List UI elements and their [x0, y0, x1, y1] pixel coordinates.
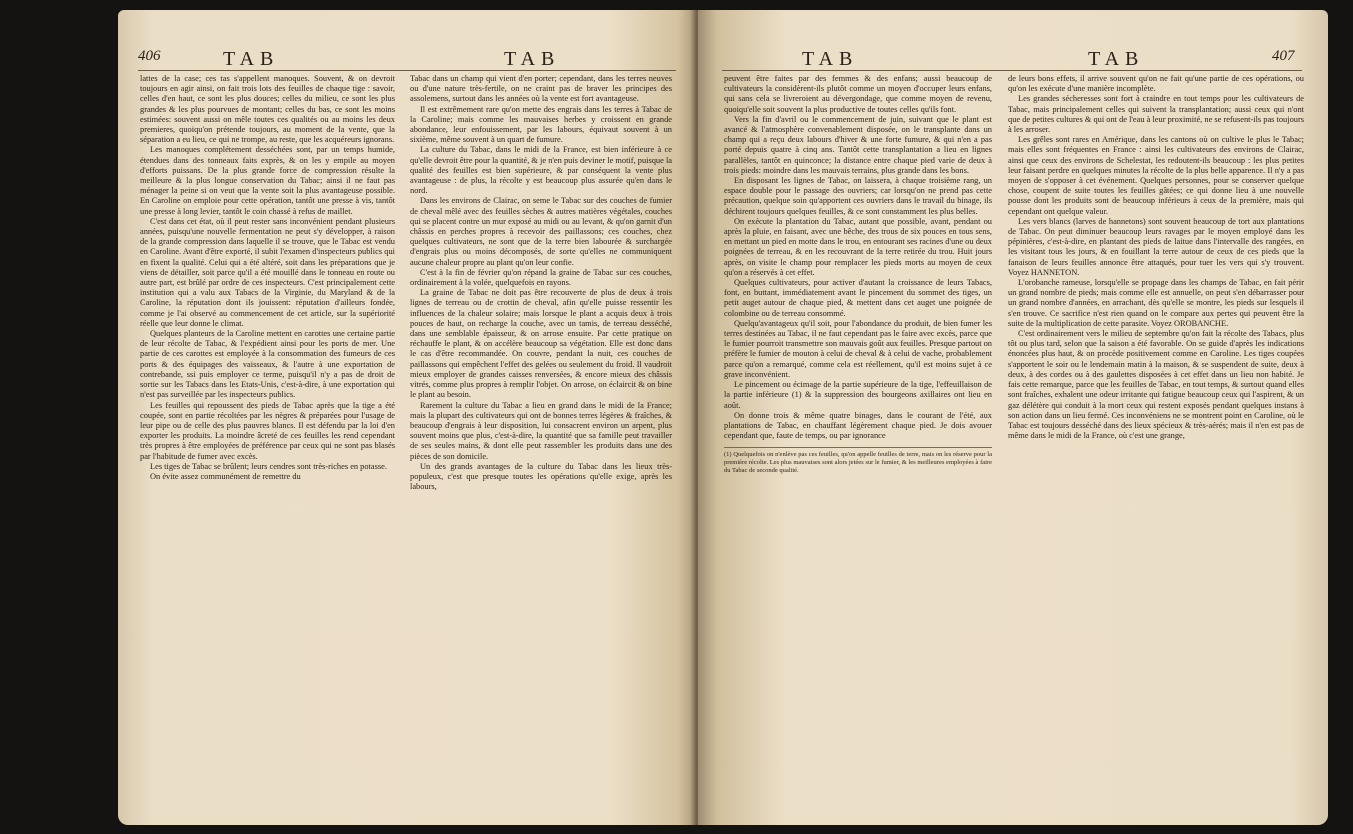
- paragraph: peuvent être faites par des femmes & des enfans; aussi beaucoup de cultivateurs la considèrent-ils plutôt comme un moyen d'occuper leurs enfans, qui sans cela se livreroient au dévergondage, que comme moyen de revenu, quoiqu'elle soit souvent la plus productive de toutes celles qu'ils font.: [724, 74, 992, 114]
- paragraph: L'orobanche rameuse, lorsqu'elle se propage dans les champs de Tabac, en fait périr un grand nombre de pieds; mais comme elle est annuelle, on peut s'en débarrasser pour un grand nombre d'années, en arrachant, dès qu'elle se montre, les pieds sur lesquels il s'en trouve. Ce sacrifice n'est rien quand on le compare aux pertes qui peuvent être la suite de la multiplication de cette parasite. Voyez OROBANCHE.: [1008, 278, 1304, 328]
- header-rule: [138, 70, 676, 71]
- text-column-left: [140, 74, 395, 482]
- paragraph: On exécute la plantation du Tabac, autant que possible, avant, pendant ou après la pluie, en faisant, avec une bêche, des trous de six pouces en tous sens, en mettant un pied en motte dans le trou, en entourant ses racines d'une ou deux poignées de terreau, & en les recouvrant de la terre retirée du trou. Huit jours après, on visite le champ pour remplacer les pieds morts au moyen de ceux qu'on a réservés à cet effet.: [724, 216, 992, 277]
- text-column-left: [724, 74, 992, 474]
- running-head: TAB: [504, 48, 561, 70]
- paragraph: Quelques planteurs de la Caroline mettent en carottes une certaine partie de leur récolte de Tabac, & l'expédient ainsi pour les ports de mer. Une partie de ces carottes est employée à la consommation des fumeurs de ces ports & des équipages des vaisseaux, & l'autre à une exportation de contrebande, ssi puis employer ce terme, puisqu'il n'y a pas de droit de sortie sur les Tabacs dans les Etats-Unis, c'est-à-dire, à une exportation qui n'est pas surveillée par les inspecteurs publics.: [140, 329, 395, 400]
- paragraph: Les manoques complétement desséchées sont, par un temps humide, étendues dans des tonneaux faits exprès, & on les y empile au moyen d'efforts puissans. De la plus grande force de compression résulte la meilleure & la plus longue conservation du Tabac; ainsi il ne faut pas ménager la peine si on veut que la vente soit la plus avantageuse possible. En Caroline on emploie pour cette opération, tantôt une presse à vis, tantôt une presse à long levier, tantôt le coin chassé à refus de maillet.: [140, 145, 395, 216]
- running-head: TAB: [802, 48, 859, 70]
- paragraph: On donne trois & même quatre binages, dans le courant de l'été, aux plantations de Tabac, en chauffant légèrement chaque pied. Je dois avouer cependant que, faute de temps, ou par ignorance: [724, 410, 992, 441]
- paragraph: Rarement la culture du Tabac a lieu en grand dans le midi de la France; mais la plupart des cultivateurs qui ont de bonnes terres légères & fraîches, & beaucoup d'engrais à leur disposition, lui consacrent environ un arpent, plus souvent moins que plus, c'est-à-dire, la quantité que sa famille peut travailler de ses seules mains, & dont elle peut rassembler les produits dans une des pièces de son domicile.: [410, 400, 672, 461]
- header-rule: [722, 70, 1302, 71]
- paragraph: Quelqu'avantageux qu'il soit, pour l'abondance du produit, de bien fumer les terres destinées au Tabac, il ne faut cependant pas le faire avec excès, parce que le fumier pourroit transmettre son mauvais goût aux feuilles. Presque partout on préfère le fumier de mouton à celui de cheval & à celui de vache, probablement parce qu'on a remarqué, comme cela est réellement, qu'il est moins sujet à ce grave inconvénient.: [724, 318, 992, 379]
- paragraph: En disposant les lignes de Tabac, on laissera, à chaque troisième rang, un espace double pour le passage des ouvriers; car lorsqu'on ne prend pas cette précaution, quelque soin qu'apportent ces ouvriers dans le travail du binage, ils déchirent toujours quelques feuilles, & ce sont constamment les plus belles.: [724, 176, 992, 216]
- paragraph: lattes de la case; ces tas s'appellent manoques. Souvent, & on devroit toujours en agir ainsi, on fait trois lots des feuilles de chaque tige : savoir, celles d'en haut, ce sont les plus douces; celles du milieu, ce sont les plus grandes & les plus pourvues de montant; celles du bas, ce sont les moins estimées: souvent aussi on mêle toutes ces qualités ou au moins les deux premieres, quoiqu'on prétende toujours, au moment de la vente, que la séparation a eu lieu, ce qui ne trompe, au reste, que les acquéreurs ignorans.: [140, 74, 395, 145]
- left-page: [118, 10, 696, 825]
- paragraph: Il est extrêmement rare qu'on mette des engrais dans les terres à Tabac de la Caroline; mais comme les mauvaises herbes y croissent en grande abondance, leur enfouissement, par les labours, équivaut souvent à un sixième, même souvent à un quart de fumure.: [410, 104, 672, 145]
- footnote: (1) Quelquefois on n'enlève pas ces feuilles, qu'on appelle feuilles de terre, mais on les réserve pour la première récolte. Les plus mauvaises sont alors jetées sur le fumier, & les meilleures employées à faire du Tabac de seconde qualité.: [724, 447, 992, 474]
- page-number: 406: [138, 48, 161, 64]
- paragraph: Vers la fin d'avril ou le commencement de juin, suivant que le plant est avancé & l'atmosphère convenablement disposée, on le transplante dans un champ qui a reçu deux labours d'hiver & une forte fumure, & qui n'en a pas porté depuis quatre à cinq ans. Tantôt cette transplantation a lieu en lignes parallèles, tantôt en quinconce; la distance entre chaque pied varie de deux à trois pieds: moindre dans les mauvais terrains, plus grande dans les bons.: [724, 114, 992, 175]
- paragraph: La graine de Tabac ne doit pas être recouverte de plus de deux à trois lignes de terreau ou de crottin de cheval, afin qu'elle puisse ressentir les influences de la chaleur solaire; mais lorsque le plant a acquis deux à trois pouces de haut, on recharge la couche, avec un tamis, de terreau desséché, dans une semblable épaisseur, & on arrose ensuite. Par cette pratique on réchauffe le plant, & on accélère beaucoup sa végétation. Elle est donc dans le cas d'être recommandée. On couvre, pendant la nuit, ces couches de paillassons qui empêchent l'effet des gelées ou seulement du froid. Il vaudroit mieux employer de grandes caisses renversées, & encore mieux des châssis vitrés, comme plus propres à remplir l'objet. On arrose, on éclaircit & on bine le plant au besoin.: [410, 288, 672, 400]
- paragraph: de leurs bons effets, il arrive souvent qu'on ne fait qu'une partie de ces opérations, ou qu'on les exécute d'une manière incomplète.: [1008, 74, 1304, 94]
- paragraph: Le pincement ou écimage de la partie supérieure de la tige, l'effeuillaison de la partie inférieure (1) & la suppression des bourgeons axillaires ont lieu en août.: [724, 380, 992, 410]
- paragraph: On évite assez communément de remettre du: [150, 471, 301, 481]
- text-column-right: [410, 74, 672, 492]
- paragraph: C'est ordinairement vers le milieu de septembre qu'on fait la récolte des Tabacs, plus tôt ou plus tard, selon que la saison a été favorable. On se guide d'après les indications énoncées plus haut, & on procède positivement comme en Caroline. Les tiges coupées s'apportent le soir ou le lendemain matin à la maison, & se suspendent de suite, deux à deux, à des cordes ou à des gaulettes disposées à cet effet dans un lieu non habité. Je fais cette remarque, parce que les feuilles de Tabac, en tout temps, & surtout quand elles sont fraîches, exhalent une odeur irritante qui fatigue beaucoup ceux qui l'aspirent, & un gaz délétère qui conduit à la mort ceux qui restent exposés pendant quelques instans à son action dans un lieu fermé. Ces inconvéniens ne se montrent point en Caroline, où le Tabac est toujours desséché dans des lieux spécieux & très-aérés; mais il n'en est pas de même dans le midi de la France, où c'est une grange,: [1008, 329, 1304, 441]
- running-head: TAB: [223, 48, 280, 70]
- text-column-right: [1008, 74, 1304, 441]
- paragraph: La culture du Tabac, dans le midi de la France, est bien inférieure à ce qu'elle devroit être pour la quantité, & je n'en puis deviner le motif, puisque la qualité des feuilles est bien supérieure, & par conséquent la vente plus avantageuse : de plus, la récolte y est beaucoup plus assurée qu'en dans le nord.: [410, 145, 672, 196]
- paragraph: Tabac dans un champ qui vient d'en porter; cependant, dans les terres neuves ou d'une nature très-fertile, on ne craint pas de braver les principes des assolemens, surtout dans les années où la vente est fort avantageuse.: [410, 74, 672, 104]
- paragraph: Quelques cultivateurs, pour activer d'autant la croissance de leurs Tabacs, font, en buttant, immédiatement avant le pincement du sommet des tiges, un petit auget autour de chaque pied, & mettent dans cet auget une poignée de colombine ou de terreau consommé.: [724, 278, 992, 318]
- right-page: [698, 10, 1328, 825]
- paragraph: Dans les environs de Clairac, on seme le Tabac sur des couches de fumier de cheval mêlé avec des feuilles sèches & autres matières végétales, couches qui se placent contre un mur exposé au midi ou au levant, & qu'on garnit d'un châssis en perches propres à recevoir des paillassons; ces couches, chez quelques cultivateurs, ne sont que de la terre bien labourée & surchargée d'engrais plus ou moins décomposés, de sorte qu'elles ne communiquent aucune chaleur propre au plant qu'on leur confie.: [410, 196, 672, 267]
- page-number: 407: [1272, 48, 1295, 64]
- paragraph: Les tiges de Tabac se brûlent; leurs cendres sont très-riches en potasse.: [150, 461, 387, 471]
- paragraph: Les grandes sécheresses sont fort à craindre en tout temps pour les cultivateurs de Tabac, mais principalement celles qui suivent la transplantation; aussi ceux qui n'ont que de petites cultures & qui ont de l'eau à leur proximité, ne se refusent-ils pas toujours à les arroser.: [1008, 94, 1304, 135]
- paragraph: C'est à la fin de février qu'on répand la graine de Tabac sur ces couches, ordinairement à la volée, quelquefois en rayons.: [410, 267, 672, 288]
- running-head: TAB: [1088, 48, 1145, 70]
- paragraph: C'est dans cet état, où il peut rester sans inconvénient pendant plusieurs années, puisqu'une nouvelle fermentation ne peut s'y développer, à raison de la grande compression dans laquelle il se trouve, que le Tabac est vendu en Caroline. Avant d'être exporté, il subit l'examen d'inspecteurs publics qui en fixent la qualité. Celui qui a été altéré, soit dans les préparations que je viens de détailler, soit parce qu'il a été mouillé dans le tonneau en route ou autre part, est brûlé par ordre de ces inspecteurs. C'est principalement cette institution qui a valu aux Tabacs de la Virginie, du Maryland & de la Caroline, la réputation dont ils jouissent: réputation d'ailleurs fondée, comme je l'ai observé au commencement de cet article, sur la supériorité réelle que leur donne le climat.: [140, 216, 395, 328]
- paragraph: Les vers blancs (larves de hannetons) sont souvent beaucoup de tort aux plantations de Tabac. On peut diminuer beaucoup leurs ravages par le moyen employé dans les pépinières, c'est-à-dire, en plantant des pieds de laitue dans l'intervalle des rangées, en les visitant tous les jours, & en fouillant la terre autour de ceux de ces pieds que la fanaison de leurs feuilles annonce être attaqués, pour tuer les vers qui s'y trouvent. Voyez HANNETON.: [1008, 216, 1304, 277]
- paragraph: Les feuilles qui repoussent des pieds de Tabac après que la tige a été coupée, sont en partie récoltées par les nègres & préparées pour l'usage de leur pipe ou de celle des plus pauvres blancs. Il est défendu par la loi d'en exporter les produits. La moindre âcreté de ces feuilles les rend cependant très propres à être employées de préférence par ceux qui ne sont pas blasés par l'habitude de fumer avec excès.: [140, 400, 395, 461]
- paragraph: Un des grands avantages de la culture du Tabac dans les lieux très-populeux, c'est que presque toutes les opérations qu'elle exige, après les labours,: [410, 461, 672, 492]
- book-spread: [118, 10, 1328, 825]
- paragraph: Les grêles sont rares en Amérique, dans les cantons où on cultive le plus le Tabac; mais elles sont fréquentes en France : ainsi les cultivateurs des environs de Clairac, ainsi que ceux des environs de Schelestat, les redoutent-ils beaucoup : les plus petites leur faisant perdre en quelques minutes la récolte de la plus belle apparence. Il n'y a pas moyen de s'opposer à cet événement. Quelques personnes, pour se conserver quelque chose, coupent de suite toutes les feuilles gâtées; ce qui donne lieu à une nouvelle pousse dont les produits sont de beaucoup inférieurs à ceux de la première, mais qui cependant ont quelque valeur.: [1008, 135, 1304, 216]
